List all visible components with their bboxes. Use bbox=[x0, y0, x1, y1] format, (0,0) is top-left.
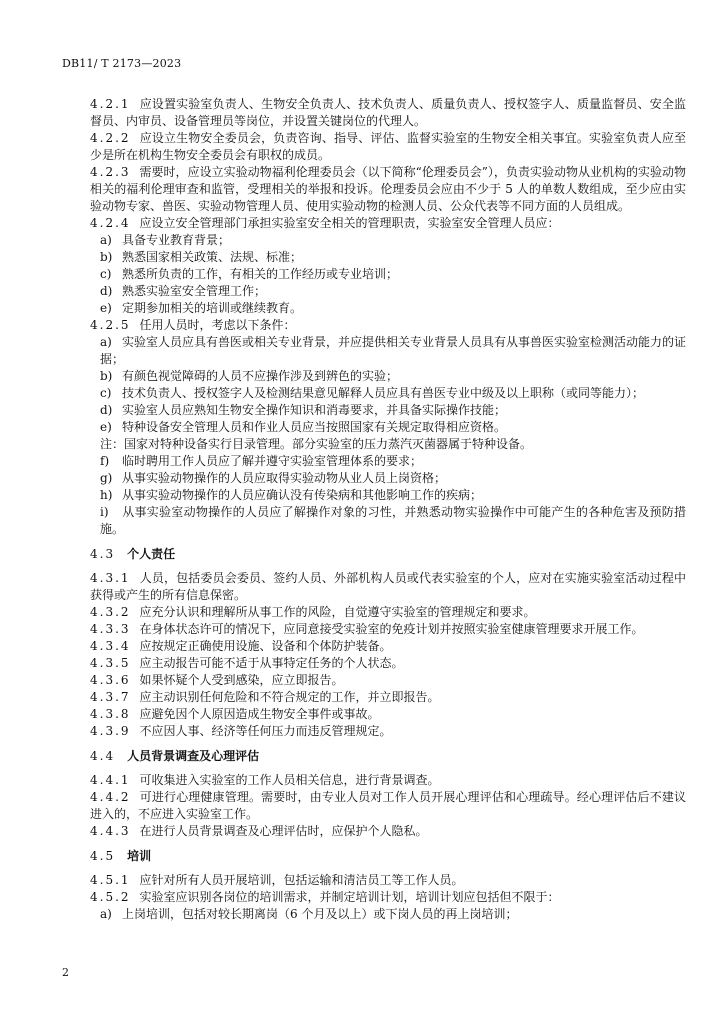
section-number: 4.3 bbox=[90, 547, 116, 561]
section-title: 人员背景调查及心理评估 bbox=[127, 749, 260, 763]
list-item-text: 从事实验动物操作的人员应确认没有传染病和其他影响工作的疾病； bbox=[122, 488, 483, 502]
clause-text: 应针对所有人员开展培训，包括运输和清洁员工等工作人员。 bbox=[139, 873, 464, 887]
list-marker: a) bbox=[100, 335, 112, 349]
section-heading bbox=[90, 848, 686, 865]
list-marker: a) bbox=[100, 233, 112, 247]
clause-paragraph bbox=[90, 638, 686, 655]
list-marker: c) bbox=[100, 267, 112, 281]
clause-text: 如果怀疑个人受到感染，应立即报告。 bbox=[139, 673, 344, 687]
clause-text: 不应因人事、经济等任何压力而违反管理规定。 bbox=[139, 724, 392, 738]
clause-number: 4.3.5 bbox=[90, 656, 131, 670]
list-item-text: 具备专业教育背景； bbox=[122, 233, 231, 247]
list-marker: h) bbox=[100, 488, 113, 502]
list-item bbox=[100, 504, 686, 538]
clause-text: 在进行人员背景调查及心理评估时，应保护个人隐私。 bbox=[139, 824, 428, 838]
section-number: 4.5 bbox=[90, 849, 116, 863]
list-marker: b) bbox=[100, 250, 113, 264]
clause-number: 4.3.8 bbox=[90, 707, 131, 721]
list-item bbox=[100, 470, 686, 487]
clause-paragraph bbox=[90, 823, 686, 840]
list-item-text: 特种设备安全管理人员和作业人员应当按照国家有关规定取得相应资格。 bbox=[122, 420, 507, 434]
clause-paragraph bbox=[90, 621, 686, 638]
list-item bbox=[100, 487, 686, 504]
clause-number: 4.5.2 bbox=[90, 890, 131, 904]
note bbox=[100, 436, 686, 453]
clause-paragraph bbox=[90, 672, 686, 689]
clause-text: 可进行心理健康管理。需要时，由专业人员对工作人员开展心理评估和心理疏导。经心理评估后不建议进入的，不应进入实验室工作。 bbox=[90, 790, 686, 821]
clause-paragraph bbox=[90, 789, 686, 823]
clause-text: 应主动报告可能不适于从事特定任务的个人状态。 bbox=[139, 656, 404, 670]
clause-paragraph bbox=[90, 772, 686, 789]
clause-text: 人员，包括委员会委员、签约人员、外部机构人员或代表实验室的个人，应对在实施实验室活动过程中获得或产生的所有信息保密。 bbox=[90, 571, 686, 602]
clause-number: 4.2.1 bbox=[90, 97, 131, 111]
clause-text: 应设置实验室负责人、生物安全负责人、技术负责人、质量负责人、授权签字人、质量监督员、安全监督员、内审员、设备管理员等岗位，并设置关键岗位的代理人。 bbox=[90, 97, 686, 128]
clause-number: 4.4.3 bbox=[90, 824, 131, 838]
list-item-text: 技术负责人、授权签字人及检测结果意见解释人员应具有兽医专业中级及以上职称（或同等能力）； bbox=[122, 386, 645, 400]
list-item bbox=[100, 453, 686, 470]
clause-paragraph bbox=[90, 164, 686, 215]
clause-number: 4.3.9 bbox=[90, 724, 131, 738]
list-marker: e) bbox=[100, 301, 112, 315]
clause-text: 实验室应识别各岗位的培训需求，并制定培训计划，培训计划应包括但不限于： bbox=[139, 890, 560, 904]
list-marker: g) bbox=[100, 471, 113, 485]
clause-paragraph bbox=[90, 689, 686, 706]
clause-paragraph bbox=[90, 706, 686, 723]
section-heading bbox=[90, 546, 686, 563]
clause-number: 4.4.2 bbox=[90, 790, 131, 804]
clause-number: 4.3.6 bbox=[90, 673, 131, 687]
clause-text: 应按规定正确使用设施、设备和个体防护装备。 bbox=[139, 639, 392, 653]
clause-number: 4.2.2 bbox=[90, 131, 131, 145]
list-item-text: 实验室人员应熟知生物安全操作知识和消毒要求，并具备实际操作技能； bbox=[122, 403, 507, 417]
clause-number: 4.3.3 bbox=[90, 622, 131, 636]
clause-number: 4.4.1 bbox=[90, 773, 131, 787]
list-marker: a) bbox=[100, 907, 112, 921]
document-body bbox=[90, 96, 686, 923]
clause-text: 应避免因个人原因造成生物安全事件或事故。 bbox=[139, 707, 380, 721]
list-item bbox=[100, 300, 686, 317]
list-item-text: 有颜色视觉障碍的人员不应操作涉及到辨色的实验； bbox=[122, 369, 399, 383]
clause-number: 4.2.3 bbox=[90, 165, 131, 179]
list-item-text: 熟悉所负责的工作，有相关的工作经历或专业培训； bbox=[122, 267, 399, 281]
list-item-text: 熟悉实验室安全管理工作； bbox=[122, 284, 267, 298]
list-marker: e) bbox=[100, 420, 112, 434]
document-code-header: DB11/ T 2173—2023 bbox=[62, 57, 182, 70]
clause-text: 需要时，应设立实验动物福利伦理委员会（以下简称“伦理委员会”），负责实验动物从业机构的实验动物相关的福利伦理审查和监管，受理相关的举报和投诉。伦理委员会应由不少于 5 人的单数人数组成，至少应由实验动物专家、兽医、实验动物管理人员、使用实验动物的检测人员、公众代表等不同方面的人员组成。 bbox=[90, 165, 686, 213]
clause-number: 4.3.1 bbox=[90, 571, 131, 585]
section-title: 个人责任 bbox=[127, 547, 176, 561]
list-item-text: 从事实验动物操作的人员应取得实验动物从业人员上岗资格； bbox=[122, 471, 447, 485]
list-item bbox=[100, 283, 686, 300]
page-number: 2 bbox=[62, 966, 69, 979]
clause-text: 可收集进入实验室的工作人员相关信息，进行背景调查。 bbox=[139, 773, 440, 787]
list-marker: c) bbox=[100, 386, 112, 400]
clause-paragraph bbox=[90, 723, 686, 740]
clause-number: 4.2.4 bbox=[90, 216, 131, 230]
clause-paragraph bbox=[90, 215, 686, 232]
list-item-text: 实验室人员应具有兽医或相关专业背景，并应提供相关专业背景人员具有从事兽医实验室检测活动能力的证据； bbox=[100, 335, 687, 366]
list-marker: f) bbox=[100, 454, 110, 468]
list-item bbox=[100, 232, 686, 249]
clause-text: 应充分认识和理解所从事工作的风险，自觉遵守实验室的管理规定和要求。 bbox=[139, 605, 536, 619]
section-heading bbox=[90, 748, 686, 765]
list-item-text: 定期参加相关的培训或继续教育。 bbox=[122, 301, 303, 315]
clause-paragraph bbox=[90, 130, 686, 164]
clause-text: 应主动识别任何危险和不符合规定的工作，并立即报告。 bbox=[139, 690, 440, 704]
clause-text: 在身体状态许可的情况下，应同意接受实验室的免疫计划并按照实验室健康管理要求开展工作。 bbox=[139, 622, 644, 636]
clause-number: 4.5.1 bbox=[90, 873, 131, 887]
clause-number: 4.3.2 bbox=[90, 605, 131, 619]
section-number: 4.4 bbox=[90, 749, 116, 763]
clause-number: 4.3.4 bbox=[90, 639, 131, 653]
list-marker: d) bbox=[100, 403, 113, 417]
list-item bbox=[100, 402, 686, 419]
list-item-text: 熟悉国家相关政策、法规、标准； bbox=[122, 250, 303, 264]
clause-paragraph bbox=[90, 317, 686, 334]
list-item bbox=[100, 368, 686, 385]
clause-number: 4.3.7 bbox=[90, 690, 131, 704]
list-item-text: 从事实验室动物操作的人员应了解操作对象的习性，并熟悉动物实验操作中可能产生的各种危害及预防措施。 bbox=[100, 505, 686, 536]
list-item bbox=[100, 419, 686, 436]
clause-text: 应设立安全管理部门承担实验室安全相关的管理职责，实验室安全管理人员应： bbox=[139, 216, 560, 230]
clause-paragraph bbox=[90, 872, 686, 889]
clause-number: 4.2.5 bbox=[90, 318, 131, 332]
clause-paragraph bbox=[90, 570, 686, 604]
list-marker: b) bbox=[100, 369, 113, 383]
list-marker: i) bbox=[100, 505, 109, 519]
list-item bbox=[100, 334, 686, 368]
list-item-text: 临时聘用工作人员应了解并遵守实验室管理体系的要求； bbox=[122, 454, 423, 468]
list-item bbox=[100, 385, 686, 402]
clause-paragraph bbox=[90, 604, 686, 621]
list-item bbox=[100, 249, 686, 266]
note-text: 注：国家对特种设备实行目录管理。部分实验室的压力蒸汽灭菌器属于特种设备。 bbox=[100, 437, 533, 451]
list-item bbox=[100, 266, 686, 283]
clause-text: 应设立生物安全委员会，负责咨询、指导、评估、监督实验室的生物安全相关事宜。实验室负责人应至少是所在机构生物安全委员会有职权的成员。 bbox=[90, 131, 686, 162]
clause-text: 任用人员时，考虑以下条件： bbox=[139, 318, 296, 332]
clause-paragraph bbox=[90, 655, 686, 672]
clause-paragraph bbox=[90, 889, 686, 906]
list-marker: d) bbox=[100, 284, 113, 298]
clause-paragraph bbox=[90, 96, 686, 130]
list-item-text: 上岗培训，包括对较长期离岗（6 个月及以上）或下岗人员的再上岗培训； bbox=[122, 907, 518, 921]
list-item bbox=[100, 906, 686, 923]
section-title: 培训 bbox=[127, 849, 152, 863]
